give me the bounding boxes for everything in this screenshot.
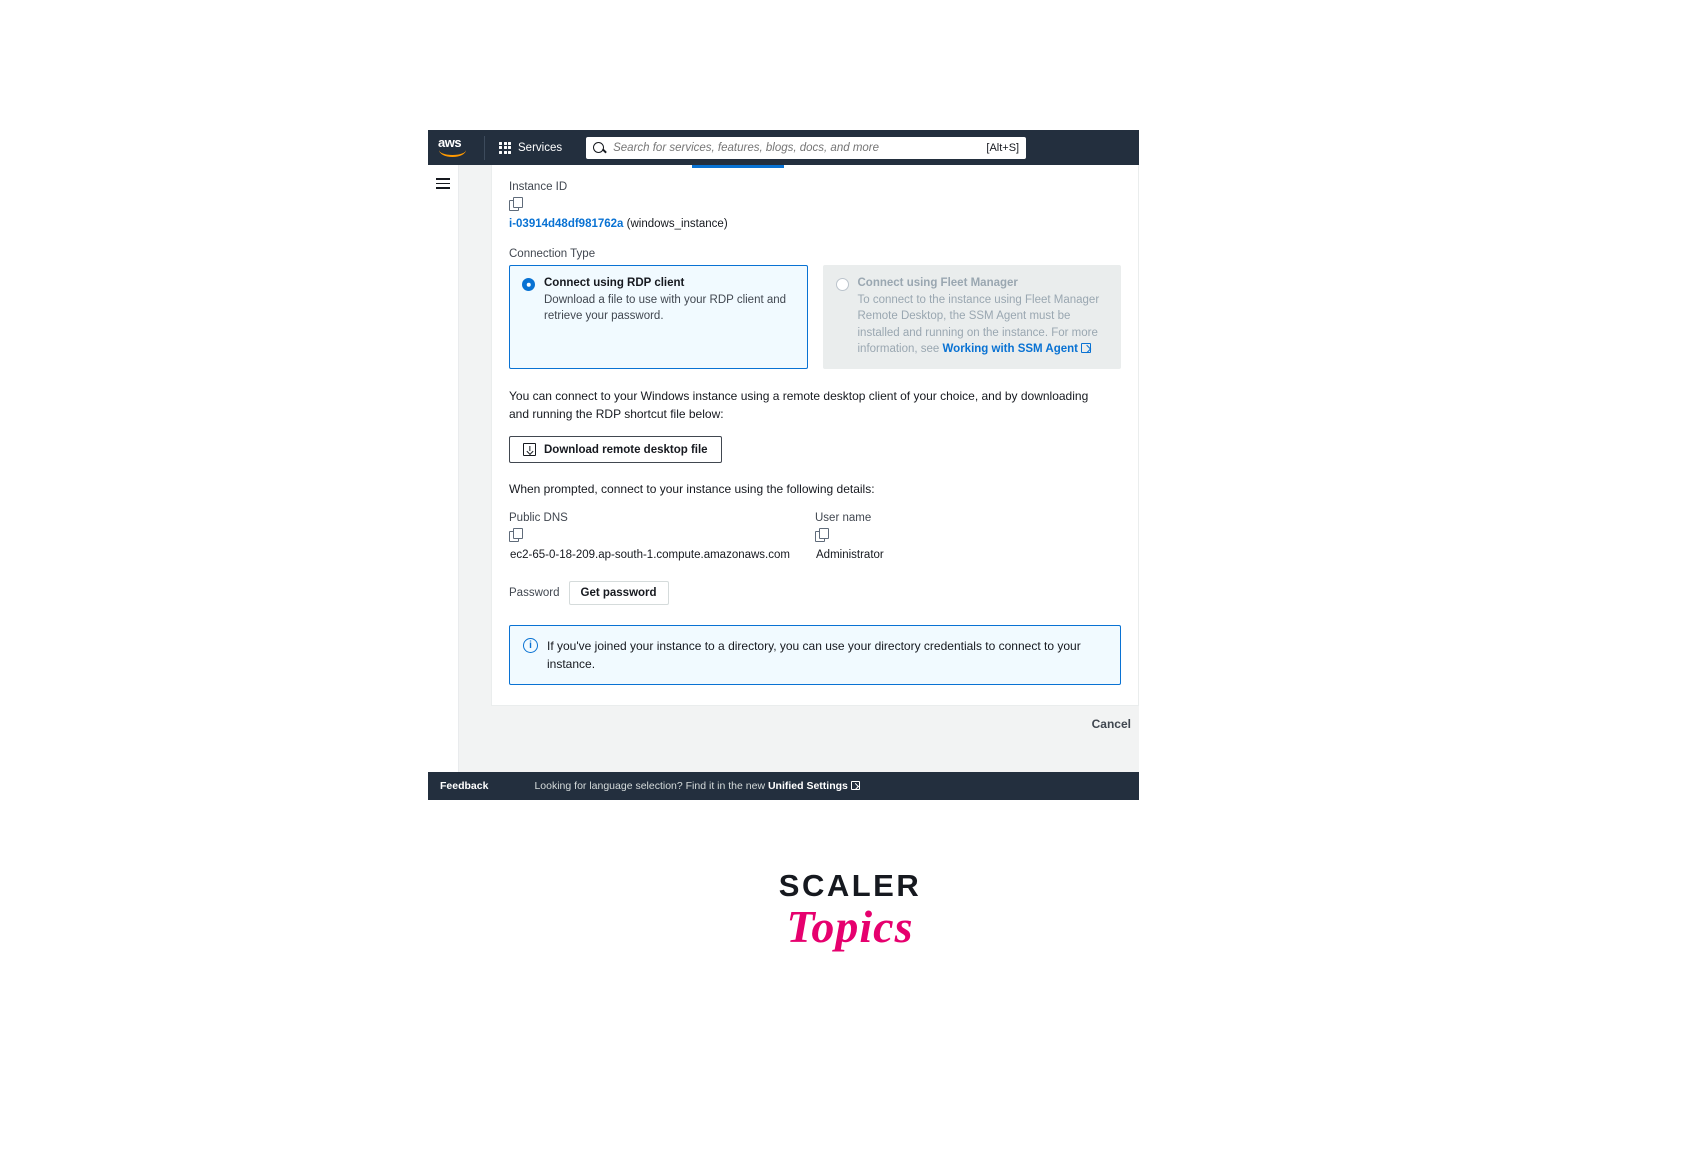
menu-hamburger-icon[interactable]	[436, 178, 450, 189]
download-icon	[523, 443, 536, 456]
aws-console-window	[428, 130, 1139, 800]
public-dns-block	[509, 512, 815, 561]
sidebar-rail	[428, 165, 459, 772]
services-menu-button[interactable]	[493, 138, 568, 158]
option-fleet-title: Connect using Fleet Manager	[857, 277, 1018, 289]
external-link-icon	[851, 781, 860, 790]
get-password-button[interactable]: Get password	[569, 581, 669, 605]
console-body	[428, 165, 1139, 772]
directory-credentials-alert	[509, 625, 1121, 685]
watermark-topics-text: Topics	[786, 901, 914, 952]
user-name-block	[815, 512, 1121, 561]
instance-id-value-row	[509, 218, 1121, 230]
waffle-grid-icon	[499, 142, 511, 154]
radio-unselected-icon[interactable]	[836, 278, 849, 291]
search-shortcut-hint: [Alt+S]	[986, 141, 1020, 154]
aws-logo-text: aws	[438, 134, 462, 150]
language-selection-text: Looking for language selection? Find it in the new	[534, 780, 766, 792]
password-row	[509, 581, 1121, 605]
unified-settings-link[interactable]: Unified Settings	[767, 780, 848, 792]
download-button-label: Download remote desktop file	[544, 443, 708, 456]
option-fleet-description	[858, 292, 1109, 357]
connection-type-label: Connection Type	[509, 248, 596, 260]
intro-paragraph: You can connect to your Windows instance using a remote desktop client of your choice, and by downloading and running the RDP shortcut file below:	[509, 389, 1089, 422]
option-rdp-title: Connect using RDP client	[544, 277, 685, 289]
global-search-bar[interactable]	[586, 137, 1026, 159]
password-label: Password	[509, 587, 560, 600]
option-fleet-description-text: To connect to the instance using Fleet Manager Remote Desktop, the SSM Agent must be installed and running on the instance. For more information, see	[857, 294, 1100, 355]
card-footer-actions	[491, 713, 1139, 735]
watermark-scaler-text: SCALER	[778, 868, 922, 903]
aws-logo-icon[interactable]	[438, 134, 472, 159]
search-input[interactable]	[611, 141, 979, 155]
watermark	[0, 868, 1700, 953]
alert-text: If you've joined your instance to a directory, you can use your directory credentials to connect to your instance.	[547, 639, 1081, 672]
copy-icon[interactable]	[509, 528, 522, 541]
radio-selected-icon[interactable]	[522, 278, 535, 291]
user-name-value: Administrator	[816, 549, 884, 562]
feedback-link[interactable]: Feedback	[440, 780, 489, 792]
option-connect-using-fleet-manager[interactable]	[823, 265, 1122, 369]
copy-icon[interactable]	[509, 197, 522, 210]
user-name-label: User name	[815, 512, 872, 525]
connect-to-instance-card	[491, 165, 1139, 706]
search-icon	[593, 142, 604, 153]
console-footer-bar	[428, 772, 1139, 800]
instance-id-link[interactable]: i-03914d48df981762a	[509, 218, 624, 230]
language-selection-note	[534, 780, 859, 792]
connection-details	[509, 512, 1121, 561]
cancel-button[interactable]: Cancel	[1086, 713, 1137, 735]
services-label: Services	[518, 141, 563, 154]
option-rdp-description: Download a file to use with your RDP client and retrieve your password.	[544, 294, 787, 323]
active-tab-indicator	[692, 165, 784, 168]
instance-id-label: Instance ID	[509, 181, 568, 193]
public-dns-label: Public DNS	[509, 512, 568, 525]
copy-icon[interactable]	[815, 528, 828, 541]
main-content	[459, 165, 1139, 772]
working-with-ssm-agent-link[interactable]: Working with SSM Agent	[942, 342, 1078, 355]
top-navigation	[428, 130, 1139, 165]
external-link-icon	[1081, 343, 1091, 353]
aws-logo-smile	[439, 150, 466, 157]
public-dns-value: ec2-65-0-18-209.ap-south-1.compute.amazonaws.com	[510, 549, 790, 562]
instance-name: (windows_instance)	[626, 218, 728, 230]
option-connect-using-rdp-client[interactable]	[509, 265, 808, 369]
info-icon: i	[523, 638, 538, 653]
download-remote-desktop-file-button[interactable]	[509, 436, 722, 463]
prompt-text: When prompted, connect to your instance using the following details:	[509, 482, 875, 497]
nav-divider	[484, 136, 485, 160]
connection-type-options	[509, 265, 1121, 369]
